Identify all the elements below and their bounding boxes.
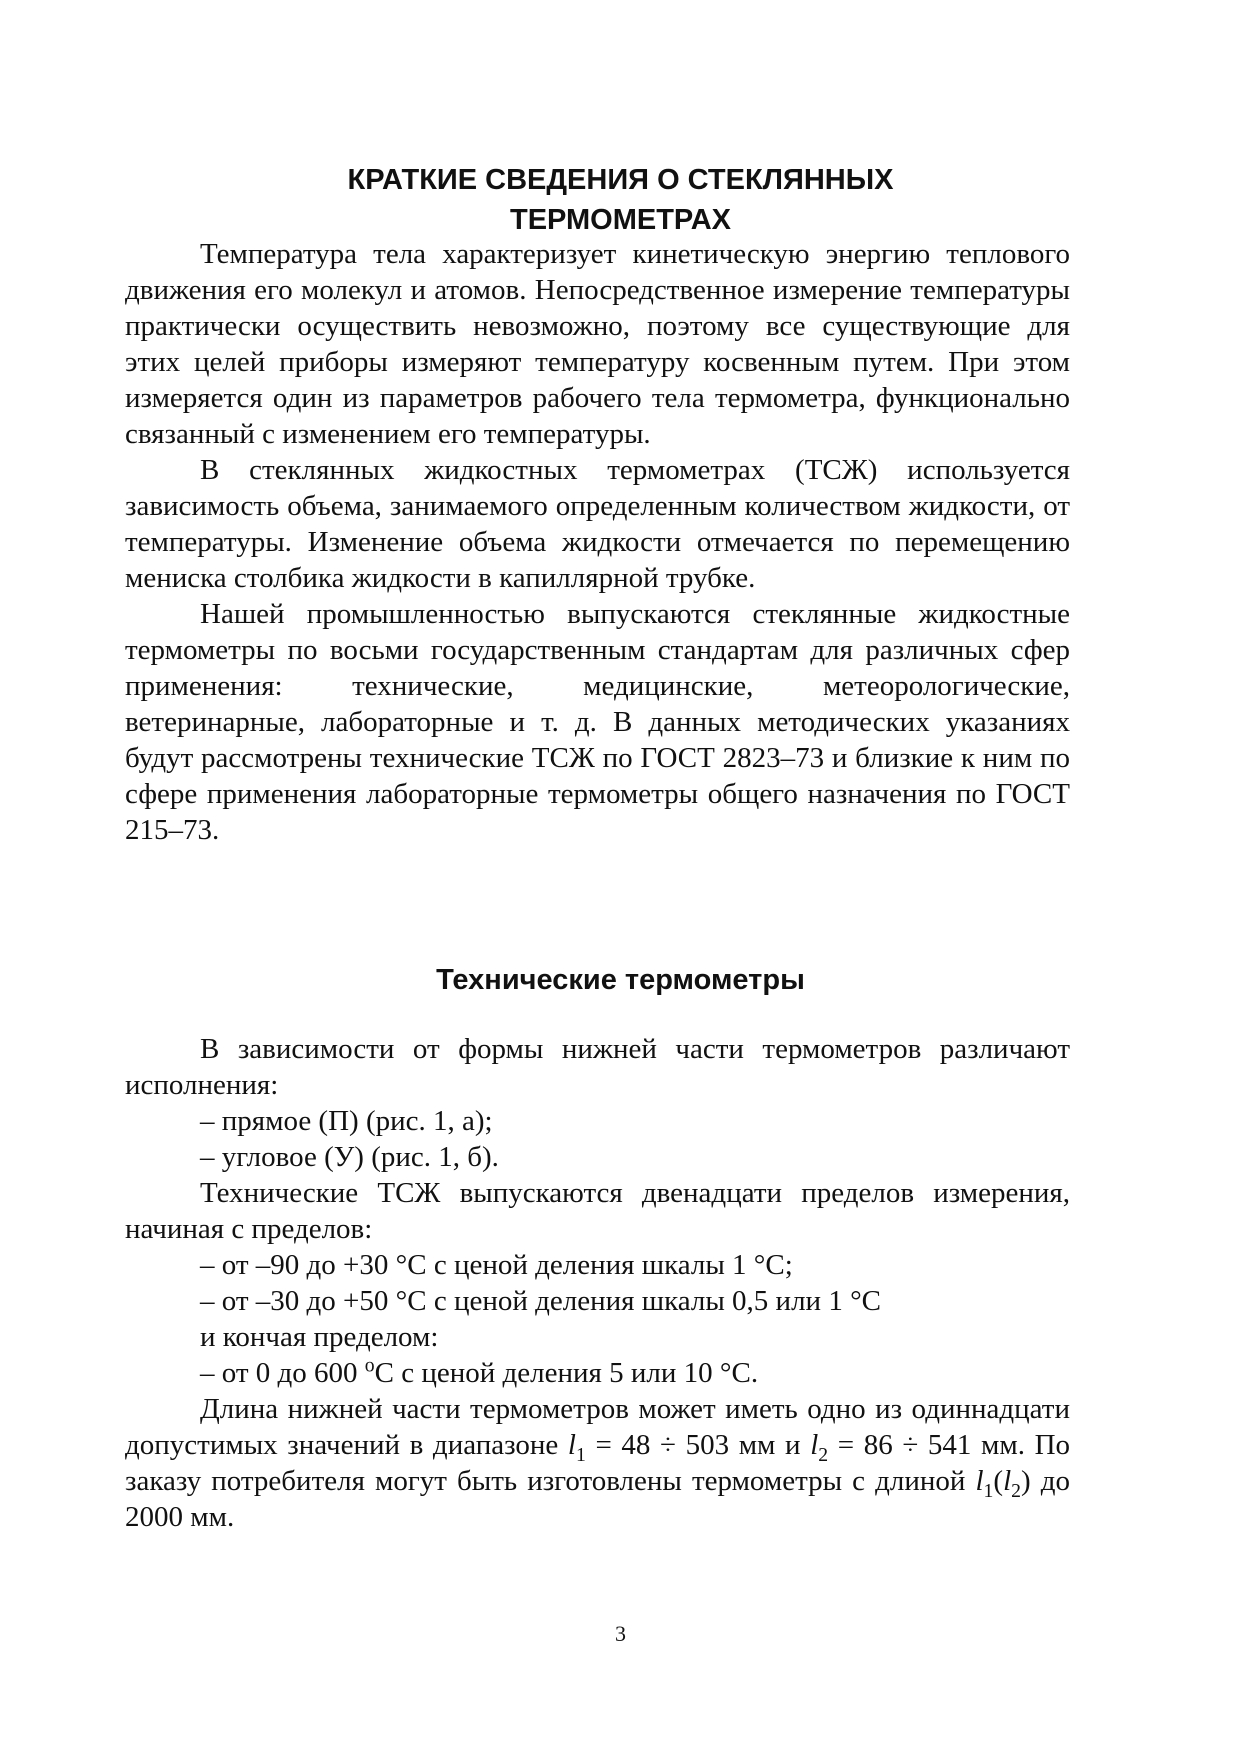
page-number: 3 xyxy=(615,1621,626,1646)
item-text: – от 0 до 600 xyxy=(200,1357,365,1389)
technical-section xyxy=(125,1031,1070,1535)
subscript: 1 xyxy=(983,1479,994,1502)
symbol-l: l xyxy=(975,1465,984,1497)
paragraph-limits: Технические ТСЖ выпускаются двенадцати пределов измерения, начиная с пределов: xyxy=(125,1177,1070,1245)
symbol-l: l xyxy=(1003,1465,1012,1497)
paren: ( xyxy=(993,1465,1004,1497)
paren: ) xyxy=(1021,1465,1031,1497)
text-line: и кончая пределом: xyxy=(200,1321,439,1353)
symbol-l: l xyxy=(567,1429,576,1461)
subscript: 2 xyxy=(1011,1479,1021,1502)
list-item: – прямое (П) (рис. 1, а); xyxy=(200,1105,493,1137)
range-text: = 48 ÷ 503 мм и xyxy=(585,1429,801,1461)
subscript: 1 xyxy=(575,1443,586,1466)
paragraph-forms: В зависимости от формы нижней части термометров различают исполнения: xyxy=(125,1033,1070,1101)
degree-superscript: о xyxy=(364,1354,375,1377)
paragraph-temperature: Температура тела характеризует кинетическую энергию теплового движения его молекул и атомов. Непосредственное измерение температуры практически осуществить невозможно, поэтому все существующие для этих целей приборы измеряют температуру косвенным путем. При этом измеряется один из параметров рабочего тела термометра, функционально связанный с изменением его температуры. xyxy=(125,238,1070,450)
subscript: 2 xyxy=(818,1443,829,1466)
intro-section xyxy=(125,236,1070,848)
page-title xyxy=(0,160,1241,240)
paragraph-tsj: В стеклянных жидкостных термометрах (ТСЖ) используется зависимость объема, занимаемого определенным количеством жидкости, от температуры. Изменение объема жидкости отмечается по перемещению мениска столбика жидкости в капиллярной трубке. xyxy=(125,454,1070,594)
paragraph-industry: Нашей промышленностью выпускаются стеклянные жидкостные термометры по восьми государственным стандартам для различных сфер применения: технические, медицинские, метеорологические, ветеринарные, лабораторные и т. д. В данных методических указаниях будут рассмотрены технические ТСЖ по ГОСТ 2823–73 и близкие к ним по сфере применения лабораторные термометры общего назначения по ГОСТ 215–73. xyxy=(125,598,1070,846)
item-text: С с ценой деления 5 или 10 °С. xyxy=(374,1357,759,1389)
paragraph-length xyxy=(125,1391,1070,1535)
range-text: = 86 ÷ 541 мм. По заказу потребителя могут быть изготовлены термометры с длиной xyxy=(125,1429,1071,1497)
section-heading: Технические термометры xyxy=(436,964,805,996)
list-item: – угловое (У) (рис. 1, б). xyxy=(200,1141,499,1173)
length-text: Длина нижней части термометров может иметь одно из одиннадцати допустимых значений в диапазоне xyxy=(125,1393,1070,1461)
title-line-1: КРАТКИЕ СВЕДЕНИЯ О СТЕКЛЯННЫХ xyxy=(347,164,894,196)
list-item xyxy=(125,1355,1070,1391)
title-line-2: ТЕРМОМЕТРАХ xyxy=(509,204,732,236)
list-item: – от –30 до +50 °С с ценой деления шкалы 0,5 или 1 °С xyxy=(200,1285,882,1317)
list-item: – от –90 до +30 °С с ценой деления шкалы 1 °С; xyxy=(200,1249,793,1281)
tail-text: до 2000 мм. xyxy=(125,1465,1070,1533)
symbol-l: l xyxy=(810,1429,819,1461)
